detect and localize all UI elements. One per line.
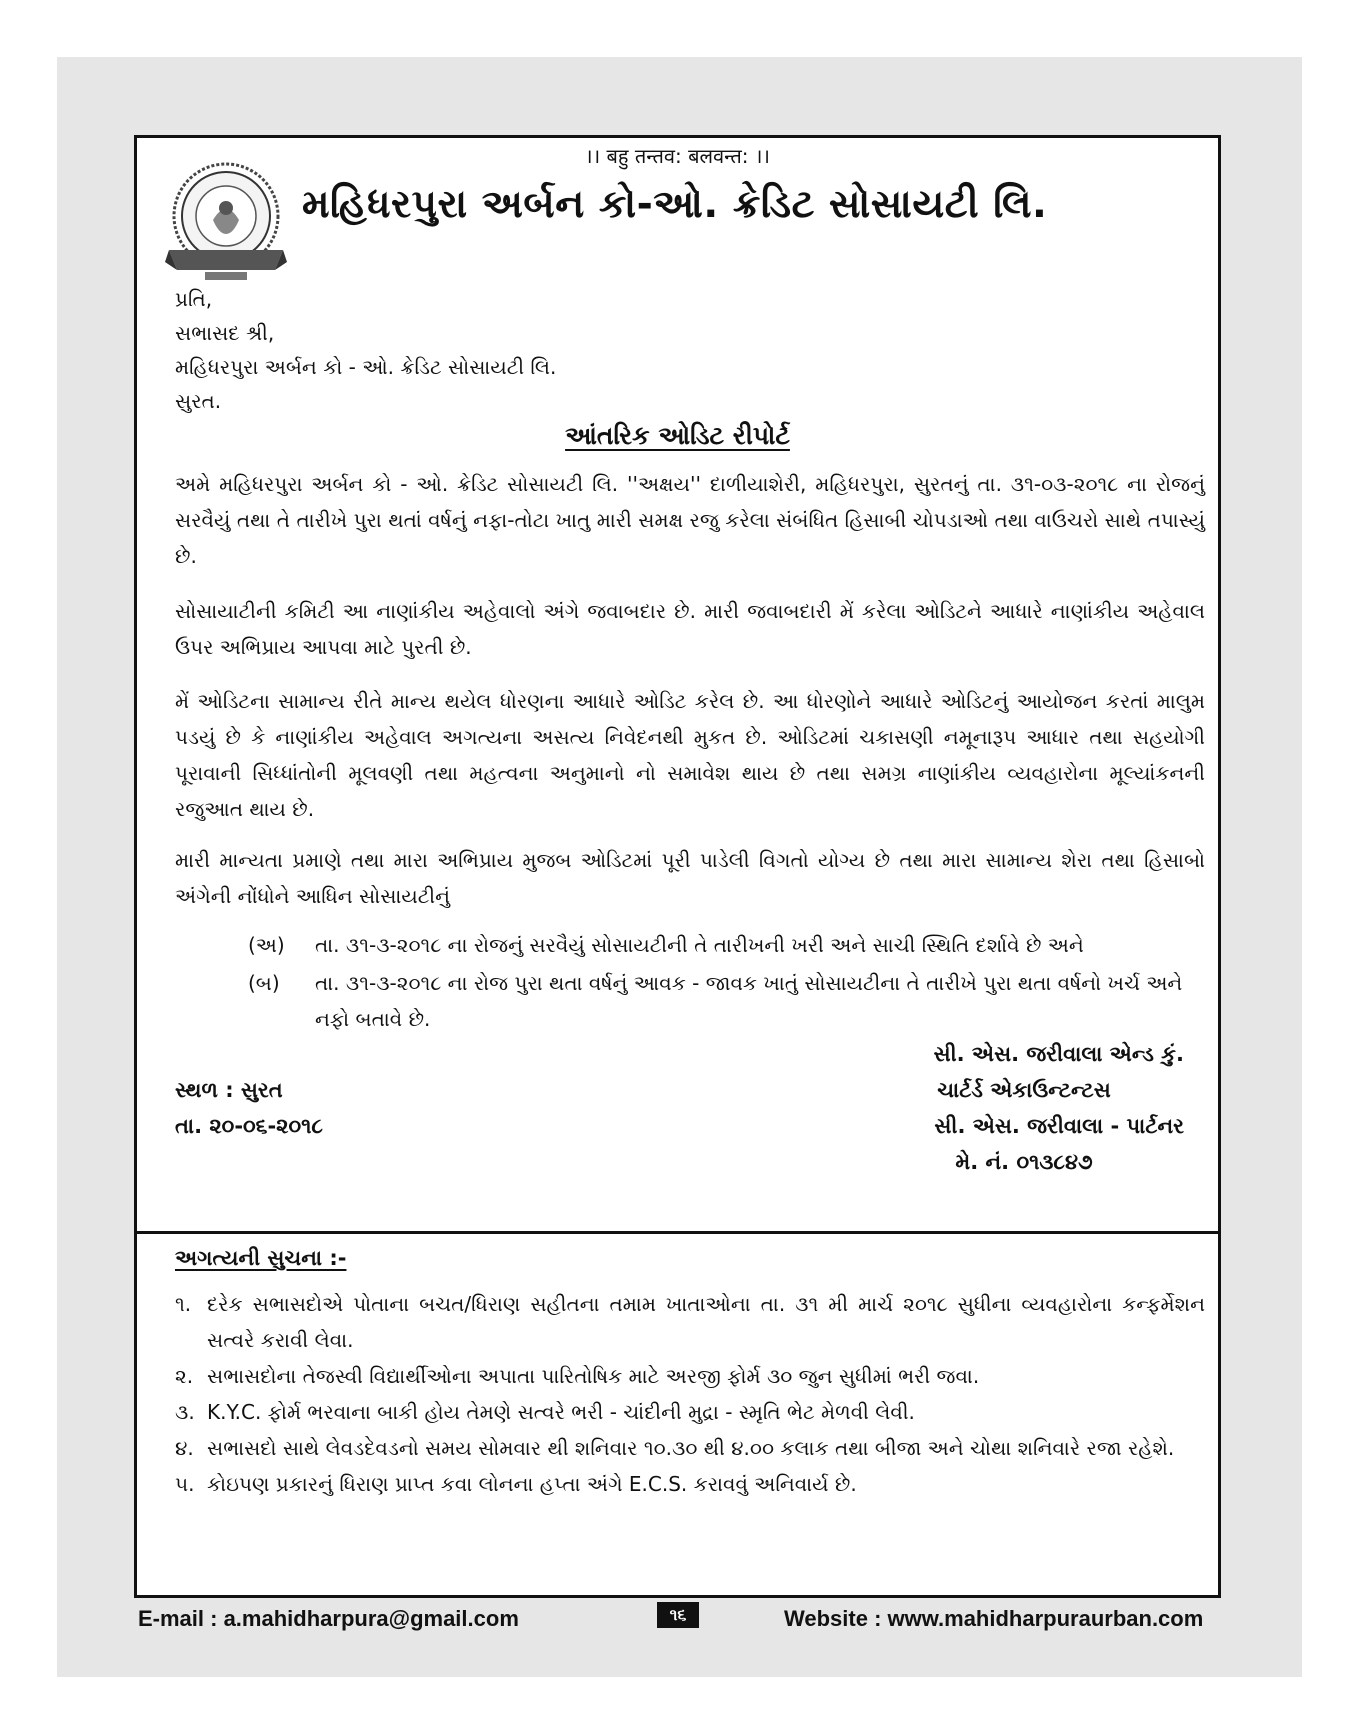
- notice-number: ૧.: [175, 1292, 192, 1316]
- partner-name: સી. એસ. જરીવાલા - પાર્ટનર: [934, 1114, 1184, 1138]
- notice-number: ૩.: [175, 1400, 195, 1424]
- address-line: મહિધરપુરા અર્બન કો - ઓ. ક્રેડિટ સોસાયટી લિ.: [175, 355, 557, 379]
- report-paragraph-4: મારી માન્યતા પ્રમાણે તથા મારા અભિપ્રાય મુજબ ઓડિટમાં પૂરી પાડેલી વિગતો યોગ્ય છે તથા મારા સામાન્ય શેરા તથા હિસાબો અંગેની નોંધોને આધિન સોસાયટીનું: [175, 848, 1205, 908]
- notice-item: [175, 1394, 1205, 1430]
- notice-text: સભાસદો સાથે લેવડદેવડનો સમય સોમવાર થી શનિવાર ૧૦.૩૦ થી ૪.૦૦ કલાક તથા બીજા અને ચોથા શનિવારે રજા રહેશે.: [207, 1436, 1175, 1460]
- notice-item: [175, 1466, 1205, 1502]
- place: સ્થળ : સુરત: [175, 1078, 283, 1102]
- opinion-text: તા. ૩૧-૩-૨૦૧૮ ના રોજનું સરવૈયું સોસાયટીની તે તારીખની ખરી અને સાચી સ્થિતિ દર્શાવે છે અને: [315, 933, 1084, 957]
- firm-name: સી. એસ. જરીવાલા એન્ડ કું.: [933, 1042, 1184, 1066]
- notice-list: [175, 1286, 1205, 1502]
- notice-text: દરેક સભાસદોએ પોતાના બચત/ધિરાણ સહીતના તમામ ખાતાઓના તા. ૩૧ મી માર્ચ ૨૦૧૮ સુધીના વ્યવહારોના કન્ફર્મેશન સત્વરે કરાવી લેવા.: [207, 1292, 1205, 1352]
- membership-number: મે. નં. ૦૧૩૮૪૭: [955, 1150, 1093, 1174]
- report-paragraph-2: સોસાયાટીની કમિટી આ નાણાંકીય અહેવાલો અંગે જવાબદાર છે. મારી જવાબદારી મેં કરેલા ઓડિટને આધારે નાણાંકીય અહેવાલ ઉપર અભિપ્રાય આપવા માટે પુરતી છે.: [175, 599, 1205, 659]
- section-divider: [137, 1231, 1218, 1234]
- opinion-marker: (અ): [248, 933, 285, 957]
- footer-email: E-mail : a.mahidharpura@gmail.com: [138, 1606, 519, 1631]
- opinion-item: [248, 927, 1203, 963]
- address-line: પ્રતિ,: [175, 287, 213, 311]
- notice-item: [175, 1358, 1205, 1394]
- footer-website: Website : www.mahidharpuraurban.com: [784, 1606, 1204, 1631]
- notice-number: ૨.: [175, 1364, 194, 1388]
- opinion-item: [248, 965, 1203, 1037]
- page-number: ૧૬: [657, 1602, 699, 1628]
- report-heading: આંતરિક ઓડિટ રીપોર્ટ: [565, 421, 790, 450]
- document-frame: [134, 135, 1221, 1598]
- opinion-marker: (બ): [248, 971, 280, 995]
- notice-text: K.Y.C. ફોર્મ ભરવાના બાકી હોય તેમણે સત્વરે ભરી - ચાંદીની મુદ્રા - સ્મૃતિ ભેટ મેળવી લેવી.: [207, 1400, 915, 1424]
- society-title: મહિધરપુરા અર્બન કો-ઓ. ક્રેડિટ સોસાયટી લિ.: [302, 182, 1048, 227]
- page-footer: [0, 1602, 1350, 1636]
- notice-number: ૪.: [175, 1436, 194, 1460]
- address-line: સભાસદ શ્રી,: [175, 321, 275, 345]
- notice-text: સભાસદોના તેજસ્વી વિદ્યાર્થીઓના અપાતા પારિતોષિક માટે અરજી ફોર્મ ૩૦ જુન સુધીમાં ભરી જવા.: [207, 1364, 980, 1388]
- place-date: [175, 1072, 323, 1144]
- auditor-signature-block: [864, 1036, 1184, 1180]
- report-paragraph-3: મેં ઓડિટના સામાન્ય રીતે માન્ય થયેલ ધોરણના આધારે ઓડિટ કરેલ છે. આ ધોરણોને આધારે ઓડિટનું આયોજન કરતાં માલુમ પડયું છે કે નાણાંકીય અહેવાલ અગત્યના અસત્ય નિવેદનથી મુકત છે. ઓડિટમાં ચકાસણી નમૂનારૂપ આધાર તથા સહયોગી પૂરાવાની સિધ્ધાંતોની મૂલવણી તથા મહત્વના અનુમાનો નો સમાવેશ થાય છે તથા સમગ્ર નાણાંકીય વ્યવહારોના મૂલ્યાંકનની રજુઆત થાય છે.: [175, 689, 1205, 821]
- society-logo: [161, 158, 291, 288]
- date: તા. ૨૦-૦૬-૨૦૧૮: [175, 1114, 323, 1138]
- report-paragraph-1: અમે મહિધરપુરા અર્બન કો - ઓ. ક્રેડિટ સોસાયટી લિ. ''અક્ષય'' દાળીયાશેરી, મહિધરપુરા, સુરતનું તા. ૩૧-૦૩-૨૦૧૮ ના રોજનું સરવૈયું તથા તે તારીખે પુરા થતાં વર્ષનું નફા-તોટા ખાતુ મારી સમક્ષ રજુ કરેલા સંબંધિત હિસાબી ચોપડાઓ તથા વાઉચરો સાથે તપાસ્યું છે.: [175, 472, 1205, 568]
- notice-item: [175, 1286, 1205, 1358]
- notice-text: કોઇપણ પ્રકારનું ધિરાણ પ્રાપ્ત કવા લોનના હપ્તા અંગે E.C.S. કરાવવું અનિવાર્ય છે.: [207, 1472, 857, 1496]
- motto: ।। बहु तन्तव: बलवन्त: ।।: [584, 144, 770, 168]
- notice-item: [175, 1430, 1205, 1466]
- opinion-list: [248, 927, 1203, 1039]
- notice-heading: અગત્યની સુચના :-: [175, 1246, 347, 1270]
- opinion-text: તા. ૩૧-૩-૨૦૧૮ ના રોજ પુરા થતા વર્ષનું આવક - જાવક ખાતું સોસાયટીના તે તારીખે પુરા થતા વર્ષનો ખર્ચ અને નફો બતાવે છે.: [315, 971, 1183, 1031]
- recipient-address: [175, 282, 556, 418]
- notice-number: ૫.: [175, 1472, 195, 1496]
- address-line: સુરત.: [175, 389, 222, 413]
- firm-designation: ચાર્ટર્ડ એકાઉન્ટન્ટસ: [937, 1078, 1111, 1102]
